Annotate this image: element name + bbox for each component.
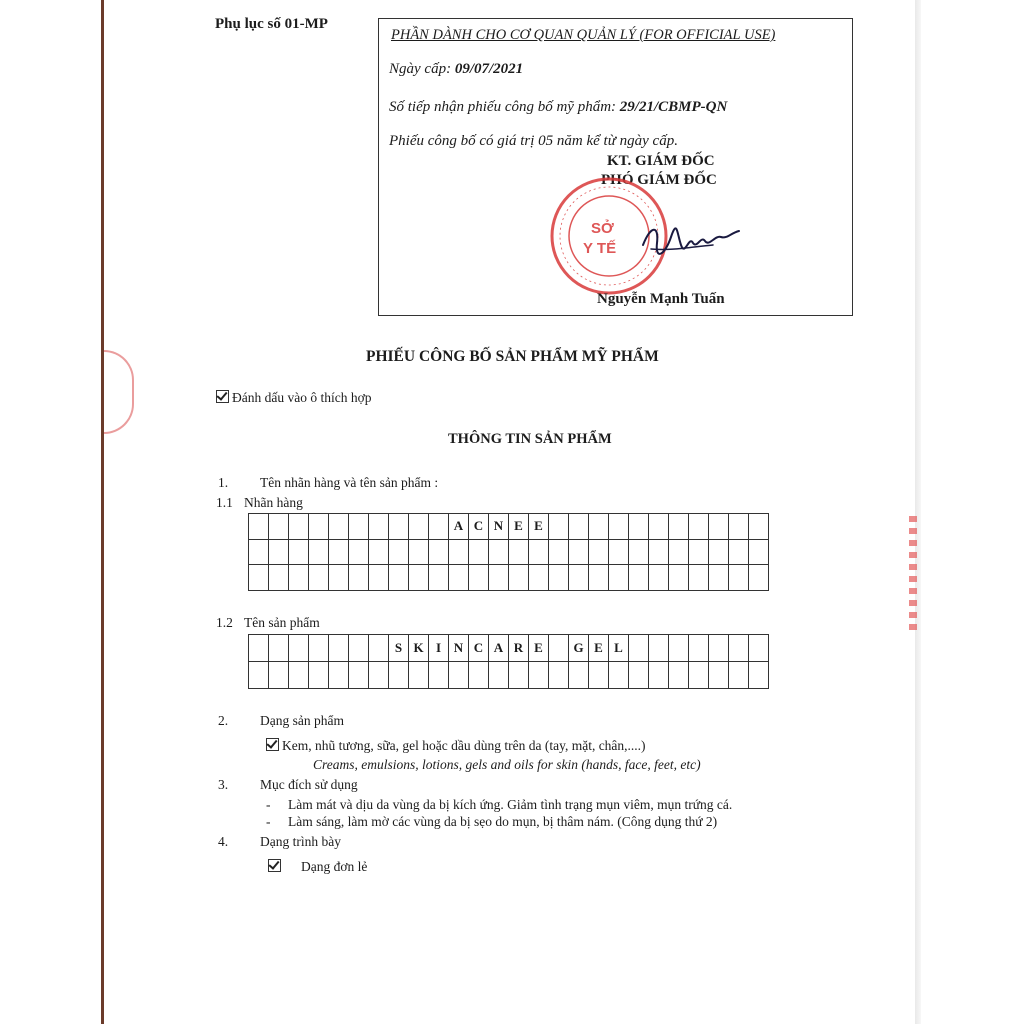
usage-bullet: - Làm sáng, làm mờ các vùng da bị sẹo do mụn, bị thâm nám. (Công dụng thứ 2) xyxy=(266,814,718,829)
grid-cell xyxy=(289,540,309,566)
grid-cell: C xyxy=(469,514,489,540)
grid-cell xyxy=(249,540,269,566)
usage-bullet-text: Làm sáng, làm mờ các vùng da bị sẹo do mụn, bị thâm nám. (Công dụng thứ 2) xyxy=(288,814,718,829)
grid-cell: S xyxy=(389,635,409,662)
grid-cell xyxy=(509,565,529,591)
grid-cell: R xyxy=(509,635,529,662)
grid-cell xyxy=(289,565,309,591)
grid-cell xyxy=(309,662,329,689)
edge-stamp-fragment-left xyxy=(104,350,134,434)
item-2-number: 2. xyxy=(218,713,229,728)
grid-cell xyxy=(329,662,349,689)
grid-cell xyxy=(689,635,709,662)
grid-cell xyxy=(409,662,429,689)
section-title-product-info: THÔNG TIN SẢN PHẨM xyxy=(448,431,612,447)
grid-cell xyxy=(709,514,729,540)
grid-cell xyxy=(549,540,569,566)
grid-cell xyxy=(649,662,669,689)
grid-cell xyxy=(449,662,469,689)
grid-cell xyxy=(609,662,629,689)
issue-date-value: 09/07/2021 xyxy=(454,61,524,77)
grid-cell xyxy=(649,635,669,662)
official-use-box xyxy=(378,18,853,316)
grid-cell xyxy=(489,662,509,689)
item-4-heading xyxy=(218,834,341,850)
grid-cell xyxy=(609,540,629,566)
grid-cell xyxy=(369,540,389,566)
grid-cell: C xyxy=(469,635,489,662)
grid-cell xyxy=(669,514,689,540)
grid-cell xyxy=(289,514,309,540)
grid-cell xyxy=(709,662,729,689)
grid-cell xyxy=(349,565,369,591)
grid-cell: E xyxy=(529,514,549,540)
grid-cell xyxy=(629,540,649,566)
grid-cell xyxy=(589,662,609,689)
edge-stamp-fragment-right xyxy=(905,510,921,680)
grid-cell xyxy=(669,635,689,662)
grid-cell xyxy=(729,514,749,540)
grid-cell xyxy=(409,540,429,566)
validity-line: Phiếu công bố có giá trị 05 năm kể từ ngày cấp. xyxy=(389,133,678,149)
grid-cell xyxy=(589,540,609,566)
grid-cell xyxy=(729,540,749,566)
item-1-label: Tên nhãn hàng và tên sản phẩm : xyxy=(260,475,439,490)
grid-cell xyxy=(509,662,529,689)
item-1-1-heading xyxy=(216,495,303,511)
grid-cell xyxy=(589,514,609,540)
grid-cell xyxy=(669,565,689,591)
grid-cell xyxy=(449,565,469,591)
grid-cell xyxy=(569,565,589,591)
item-1-2-label: Tên sản phẩm xyxy=(244,615,320,630)
grid-cell xyxy=(429,514,449,540)
grid-cell xyxy=(489,565,509,591)
grid-cell xyxy=(309,565,329,591)
grid-cell xyxy=(569,662,589,689)
item-1-1-label: Nhãn hàng xyxy=(244,495,303,510)
grid-cell: E xyxy=(529,635,549,662)
grid-cell xyxy=(709,540,729,566)
grid-cell xyxy=(249,565,269,591)
receipt-number-label: Số tiếp nhận phiếu công bố mỹ phẩm: xyxy=(389,99,617,115)
grid-cell xyxy=(629,514,649,540)
grid-cell xyxy=(709,565,729,591)
binder-edge-line xyxy=(101,0,104,1024)
grid-cell xyxy=(409,565,429,591)
product-form-option xyxy=(266,738,646,754)
brand-name-grid xyxy=(248,513,769,591)
receipt-number-line xyxy=(389,99,727,116)
grid-cell xyxy=(749,565,769,591)
grid-cell xyxy=(349,540,369,566)
grid-cell xyxy=(669,540,689,566)
grid-cell xyxy=(529,565,549,591)
grid-cell xyxy=(449,540,469,566)
grid-cell xyxy=(269,514,289,540)
grid-cell xyxy=(249,662,269,689)
grid-cell xyxy=(349,662,369,689)
signer-title-2: PHÓ GIÁM ĐỐC xyxy=(601,172,717,188)
grid-cell xyxy=(369,662,389,689)
svg-text:Y TẾ: Y TẾ xyxy=(583,240,617,257)
grid-cell xyxy=(329,635,349,662)
checked-box-icon xyxy=(216,390,229,403)
grid-cell xyxy=(569,540,589,566)
signer-title-1: KT. GIÁM ĐỐC xyxy=(607,153,715,169)
grid-cell xyxy=(269,565,289,591)
presentation-option-text: Dạng đơn lẻ xyxy=(301,859,368,874)
presentation-option xyxy=(268,859,367,875)
grid-cell xyxy=(609,565,629,591)
grid-cell: E xyxy=(589,635,609,662)
svg-text:SỞ: SỞ xyxy=(591,220,614,237)
grid-cell xyxy=(689,565,709,591)
issue-date-label: Ngày cấp: xyxy=(389,61,452,77)
receipt-number-value: 29/21/CBMP-QN xyxy=(619,99,728,115)
item-3-heading xyxy=(218,777,358,793)
grid-cell xyxy=(309,635,329,662)
product-name-grid xyxy=(248,634,769,689)
grid-cell: N xyxy=(449,635,469,662)
grid-cell: E xyxy=(509,514,529,540)
grid-cell xyxy=(689,662,709,689)
form-title: PHIẾU CÔNG BỐ SẢN PHẨM MỸ PHẨM xyxy=(366,348,659,365)
grid-cell: L xyxy=(609,635,629,662)
grid-cell xyxy=(569,514,589,540)
grid-cell xyxy=(549,565,569,591)
grid-cell xyxy=(369,514,389,540)
grid-cell xyxy=(429,662,449,689)
grid-cell: I xyxy=(429,635,449,662)
grid-cell xyxy=(429,540,449,566)
grid-cell xyxy=(509,540,529,566)
grid-cell xyxy=(549,635,569,662)
item-1-2-heading xyxy=(216,615,320,631)
item-1-2-number: 1.2 xyxy=(216,615,233,630)
grid-cell xyxy=(589,565,609,591)
grid-cell xyxy=(289,635,309,662)
grid-cell xyxy=(269,662,289,689)
item-3-number: 3. xyxy=(218,777,229,792)
grid-cell xyxy=(489,540,509,566)
grid-cell xyxy=(749,540,769,566)
grid-cell xyxy=(289,662,309,689)
grid-cell xyxy=(609,514,629,540)
grid-cell xyxy=(429,565,449,591)
grid-cell xyxy=(409,514,429,540)
grid-cell xyxy=(329,565,349,591)
usage-bullet-text: Làm mát và dịu da vùng da bị kích ứng. Giảm tình trạng mụn viêm, mụn trứng cá. xyxy=(288,797,733,812)
grid-cell xyxy=(469,565,489,591)
grid-cell xyxy=(629,662,649,689)
grid-cell xyxy=(389,565,409,591)
grid-cell xyxy=(349,635,369,662)
grid-cell xyxy=(529,662,549,689)
grid-cell xyxy=(649,514,669,540)
item-1-heading xyxy=(218,475,438,491)
grid-cell xyxy=(389,662,409,689)
grid-cell xyxy=(649,565,669,591)
grid-cell xyxy=(369,565,389,591)
grid-cell: A xyxy=(489,635,509,662)
grid-cell xyxy=(469,662,489,689)
grid-cell xyxy=(749,662,769,689)
grid-cell: N xyxy=(489,514,509,540)
grid-cell xyxy=(269,635,289,662)
item-2-label: Dạng sản phẩm xyxy=(260,713,344,728)
grid-cell xyxy=(689,514,709,540)
grid-cell xyxy=(329,514,349,540)
item-2-heading xyxy=(218,713,344,729)
official-use-heading: PHẦN DÀNH CHO CƠ QUAN QUẢN LÝ (FOR OFFICIAL USE) xyxy=(391,27,776,43)
grid-cell xyxy=(689,540,709,566)
product-form-option-text: Kem, nhũ tương, sữa, gel hoặc dầu dùng trên da (tay, mặt, chân,....) xyxy=(282,738,646,753)
grid-cell xyxy=(709,635,729,662)
grid-cell xyxy=(729,635,749,662)
grid-cell xyxy=(549,662,569,689)
grid-cell xyxy=(389,514,409,540)
grid-cell xyxy=(249,514,269,540)
grid-cell xyxy=(389,540,409,566)
grid-cell xyxy=(749,514,769,540)
grid-cell xyxy=(729,662,749,689)
grid-cell xyxy=(529,540,549,566)
item-3-label: Mục đích sử dụng xyxy=(260,777,358,792)
grid-cell xyxy=(549,514,569,540)
item-4-label: Dạng trình bày xyxy=(260,834,341,849)
usage-bullet: - Làm mát và dịu da vùng da bị kích ứng. Giảm tình trạng mụn viêm, mụn trứng cá. xyxy=(266,797,733,812)
checked-box-icon xyxy=(268,859,281,872)
grid-cell xyxy=(249,635,269,662)
grid-cell: A xyxy=(449,514,469,540)
item-4-number: 4. xyxy=(218,834,229,849)
grid-cell xyxy=(269,540,289,566)
grid-cell xyxy=(629,635,649,662)
issue-date-line xyxy=(389,61,523,78)
item-1-1-number: 1.1 xyxy=(216,495,233,510)
grid-cell xyxy=(649,540,669,566)
grid-cell xyxy=(349,514,369,540)
product-form-option-en: Creams, emulsions, lotions, gels and oils for skin (hands, face, feet, etc) xyxy=(313,757,701,772)
handwritten-signature xyxy=(641,215,741,265)
grid-cell xyxy=(749,635,769,662)
grid-cell xyxy=(469,540,489,566)
tick-instruction xyxy=(216,390,371,406)
item-1-number: 1. xyxy=(218,475,229,490)
grid-cell xyxy=(309,514,329,540)
grid-cell xyxy=(629,565,649,591)
grid-cell: K xyxy=(409,635,429,662)
tick-instruction-text: Đánh dấu vào ô thích hợp xyxy=(232,390,372,405)
grid-cell xyxy=(669,662,689,689)
grid-cell xyxy=(729,565,749,591)
appendix-label: Phụ lục số 01-MP xyxy=(215,16,328,32)
grid-cell xyxy=(369,635,389,662)
grid-cell xyxy=(329,540,349,566)
checked-box-icon xyxy=(266,738,279,751)
signer-name: Nguyễn Mạnh Tuấn xyxy=(597,291,725,307)
grid-cell: G xyxy=(569,635,589,662)
grid-cell xyxy=(309,540,329,566)
